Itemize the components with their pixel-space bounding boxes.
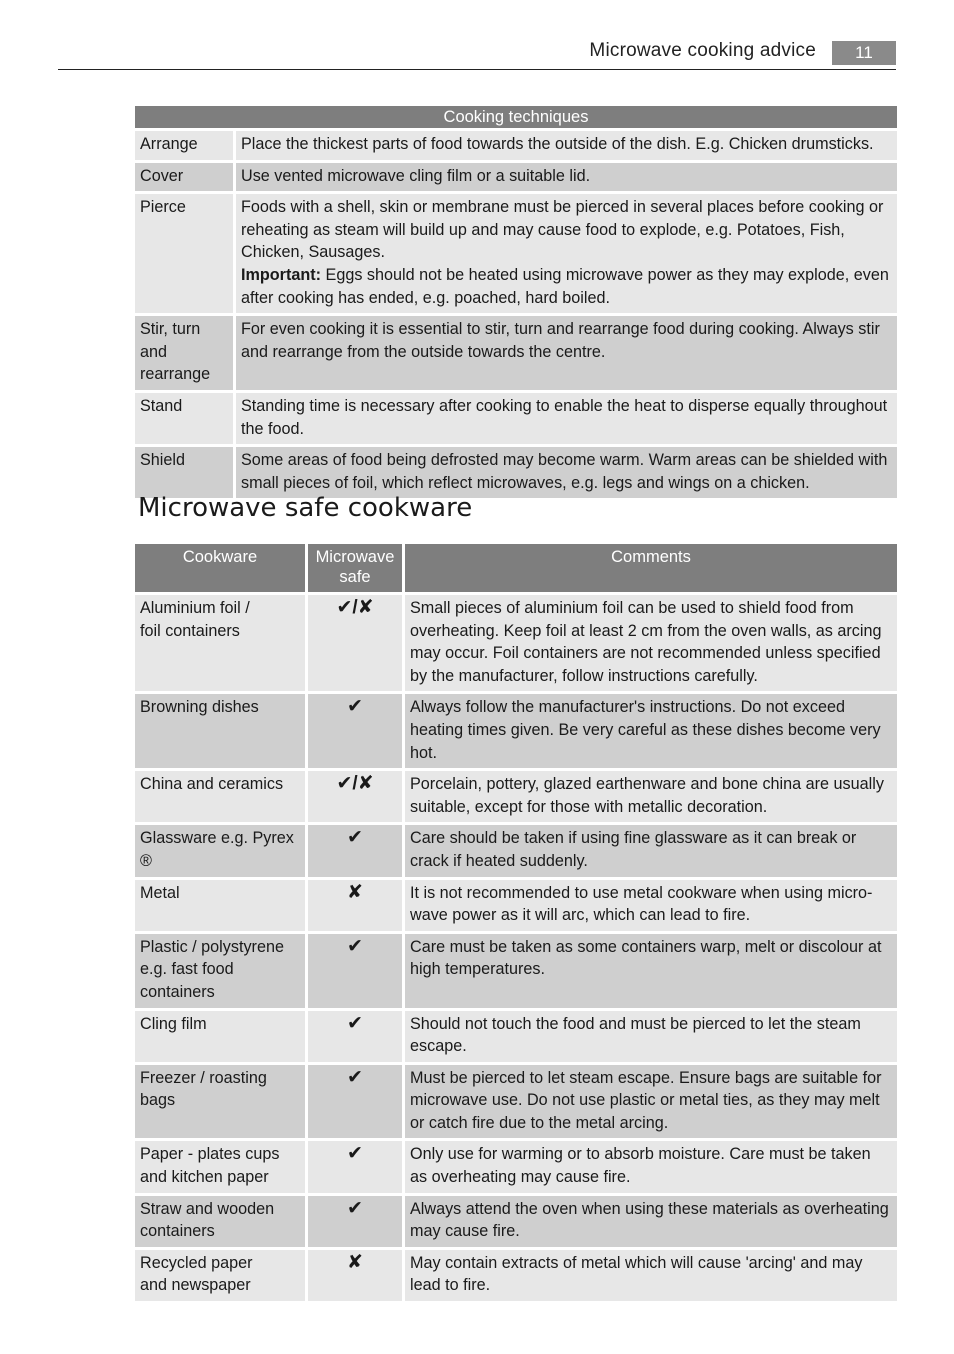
cooking-techniques-heading: Cooking techniques (135, 106, 897, 128)
technique-term: Pierce (135, 194, 233, 313)
table-row (135, 880, 897, 931)
cookware-name: China and ceramics (135, 771, 305, 822)
cookware-name: Aluminium foil / foil containers (135, 595, 305, 691)
table-row (135, 1065, 897, 1139)
cookware-name: Freezer / roasting bags (135, 1065, 305, 1139)
cookware-comment: Care should be taken if using fine glassware as it can break or crack if heated suddenly. (405, 825, 897, 876)
cookware-comment: Always follow the manufacturer's instructions. Do not exceed heating times given. Be very careful as these dishes become very hot. (405, 694, 897, 768)
safe-mark: ✔/✘ (308, 595, 402, 691)
technique-desc: For even cooking it is essential to stir, turn and rearrange food during cooking. Always stir and rearrange from the outside towards the centre. (236, 316, 897, 390)
technique-desc: Some areas of food being defrosted may become warm. Warm areas can be shielded with small pieces of foil, which reflect microwaves, e.g. legs and wings on a chicken. (236, 447, 897, 498)
safe-mark: ✔ (308, 694, 402, 768)
header-title: Microwave cooking advice (589, 40, 816, 61)
technique-desc: Standing time is necessary after cooking to enable the heat to disperse equally throughout the food. (236, 393, 897, 444)
table-row (135, 934, 897, 1008)
safe-mark: ✘ (308, 880, 402, 931)
table-row (135, 194, 897, 313)
col-header-comments: Comments (405, 544, 897, 592)
technique-term: Stand (135, 393, 233, 444)
safe-mark: ✔ (308, 1196, 402, 1247)
cookware-comment: Porcelain, pottery, glazed earthenware and bone china are usually suitable, except for those with metallic decoration. (405, 771, 897, 822)
safe-mark: ✔ (308, 1065, 402, 1139)
cookware-name: Metal (135, 880, 305, 931)
table-row (135, 1250, 897, 1301)
technique-desc: Foods with a shell, skin or membrane must be pierced in several places before cooking or reheating as steam will build up and may cause food to explode, e.g. Potatoes, Fish, Chicken, Sausages. (241, 198, 884, 262)
cookware-name: Recycled paper and newspaper (135, 1250, 305, 1301)
important-note (241, 264, 892, 309)
col-header-safe: Microwave safe (308, 544, 402, 592)
cookware-name: Cling film (135, 1011, 305, 1062)
technique-desc: Use vented microwave cling film or a suitable lid. (236, 163, 897, 192)
technique-term: Cover (135, 163, 233, 192)
cookware-name: Browning dishes (135, 694, 305, 768)
technique-desc-cell (236, 194, 897, 313)
table-row (135, 1011, 897, 1062)
safe-mark: ✔ (308, 1141, 402, 1192)
cookware-comment: It is not recommended to use metal cookware when using micro-wave power as it will arc, which can lead to fire. (405, 880, 897, 931)
page-number: 11 (832, 41, 896, 65)
cookware-comment: May contain extracts of metal which will cause 'arcing' and may lead to fire. (405, 1250, 897, 1301)
cookware-comment: Care must be taken as some containers warp, melt or discolour at high temperatures. (405, 934, 897, 1008)
table-row (135, 595, 897, 691)
safe-mark: ✔ (308, 1011, 402, 1062)
cookware-comment: Only use for warming or to absorb moisture. Care must be taken as overheating may cause fire. (405, 1141, 897, 1192)
cookware-name: Paper - plates cups and kitchen paper (135, 1141, 305, 1192)
technique-term: Stir, turn and rearrange (135, 316, 233, 390)
cookware-comment: Must be pierced to let steam escape. Ensure bags are suitable for microwave use. Do not use plastic or metal ties, as they may melt or catch fire due to the metal arcing. (405, 1065, 897, 1139)
cookware-comment: Always attend the oven when using these materials as overheating may cause fire. (405, 1196, 897, 1247)
safe-mark: ✔ (308, 934, 402, 1008)
col-header-cookware: Cookware (135, 544, 305, 592)
table-row (135, 163, 897, 192)
cookware-comment: Should not touch the food and must be pierced to let the steam escape. (405, 1011, 897, 1062)
cookware-comment: Small pieces of aluminium foil can be used to shield food from overheating. Keep foil at least 2 cm from the oven walls, as arcing may occur. Foil containers are not recommended unless specified by the manufacturer, follow instructions carefully. (405, 595, 897, 691)
table-row (135, 131, 897, 160)
cooking-techniques-table (132, 103, 900, 501)
technique-term: Arrange (135, 131, 233, 160)
table-row (135, 825, 897, 876)
table-row (135, 771, 897, 822)
important-label: Important: (241, 265, 322, 284)
cookware-rows (135, 595, 897, 1301)
cookware-table (132, 541, 900, 1304)
page-header (58, 38, 896, 70)
table-row (135, 447, 897, 498)
technique-term: Shield (135, 447, 233, 498)
safe-mark: ✘ (308, 1250, 402, 1301)
cookware-name: Plastic / polystyrene e.g. fast food containers (135, 934, 305, 1008)
table-row (135, 1141, 897, 1192)
safe-mark: ✔/✘ (308, 771, 402, 822)
table-row (135, 694, 897, 768)
table-row (135, 316, 897, 390)
section-title: Microwave safe cookware (138, 493, 473, 523)
table-row (135, 1196, 897, 1247)
safe-mark: ✔ (308, 825, 402, 876)
technique-desc: Place the thickest parts of food towards the outside of the dish. E.g. Chicken drumsticks. (236, 131, 897, 160)
cookware-name: Straw and wooden containers (135, 1196, 305, 1247)
cookware-name: Glassware e.g. Pyrex ® (135, 825, 305, 876)
table-row (135, 393, 897, 444)
important-text: Eggs should not be heated using microwave power as they may explode, even after cooking has ended, e.g. poached, hard boiled. (241, 265, 889, 307)
